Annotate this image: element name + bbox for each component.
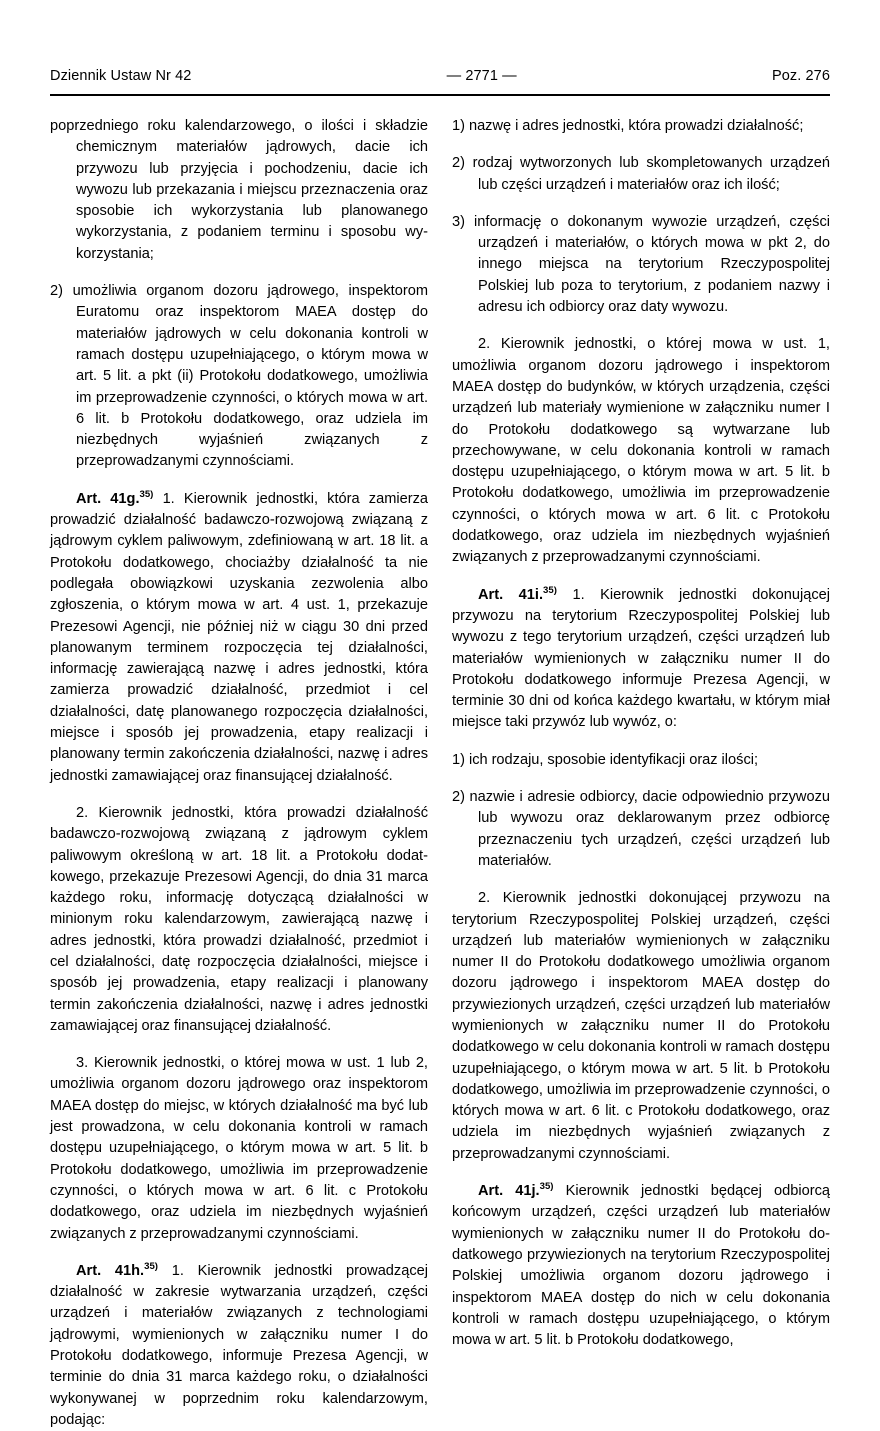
running-head-page: — 2771 — [446,68,517,84]
article-41g [50,489,428,787]
list-marker: 3) [452,213,465,230]
paragraph-text: 2. Kierownik jednostki, która prowadzi działalność badawczo-rozwojową związaną z jądrowym cyklem paliwowym określoną w art. 18 lit. a Protokołu dodatkowego, przekazuje Prezesowi Agencji, do dnia 31 marca każdego roku, informację dotyczącą działalności w minionym roku kalendarzowym, zawierającą nazwę i adres jednostki, która prowadzi działalność, przedmiot i cel działalności, datę rozpoczęcia działalności, miejsce i sposób jej prowadzenia, etapy realizacji i planowany termin zakończenia działalności, nazwę i adres jednostki zamawiającej oraz finansującej działalność. [50,804,428,1034]
list-marker: 2) [50,283,63,300]
list-item-text: rodzaj wytworzonych lub skompletowanych urządzeń lub części urządzeń i materiałów oraz ich ilość; [472,155,830,193]
list-item [50,281,428,473]
list-item-text: nazwę i adres jednostki, która prowadzi działalność; [468,118,804,134]
article-41i [452,585,830,734]
article-label: Art. 41j. [478,1183,540,1200]
paragraph-2 [50,803,428,1037]
footnote-ref: 35) [144,1260,158,1272]
list-marker: 1) [452,118,465,134]
list-item-text: umożliwia organom dozoru jądrowego, inspektorom Euratomu oraz inspektorom MAEA dostęp do materiałów jądrowych w celu dokonania kontroli w ramach dostępu uzupełniającego, o którym mowa w art. 5 lit. a pkt (ii) Protokołu dodatkowego, umożliwia im przeprowadzenie czynności, o których mowa w art. 6 lit. b Protokołu dodatkowego, oraz udziela im niezbędnych wyjaśnień związanych z przeprowadzanymi czynnościami. [72,283,428,470]
list-item [452,787,830,872]
article-label: Art. 41i. [478,586,544,603]
list-marker: 1) [452,751,465,768]
paragraph-text: 2. Kierownik jednostki, o której mowa w ust. 1, umożliwia organom dozoru jądrowego i inspektorom MAEA dostęp do budynków, w których urządzenia, części urządzeń lub materiały wymienione w załączniku numer I do Protokołu dodatkowego są wytwarzane lub przechowywane, w celu dokonania kontroli w ramach dostępu uzupełniającego, o którym mowa w art. 5 lit. b Protokołu dodatkowego, umożliwia im przeprowadzenie czynności, o których mowa w art. 6 lit. c Protokołu dodatkowego, oraz udziela im niezbędnych wyjaśnień związanych z przeprowadzanymi czynnościami. [452,336,830,566]
article-label: Art. 41g. [76,490,140,507]
header-divider [50,94,830,96]
article-text: 1. Kierownik jednostki, która zamierza prowadzić działalność badawczo-rozwojową związaną z jądrowym cyklem paliwowym, zdefiniowaną w art. 18 lit. a Protokołu dodatkowego, chociażby działalność ta nie podlegała obowiązkowi uzyskania zezwolenia albo zgłoszenia, o którym mowa w art. 4 ust. 1, przekazuje Prezesowi Agencji, nie później niż w ciągu 30 dni przed planowanym terminem rozpoczęcia tej działalności, informację zawierającą nazwę i adres jednostki, która zamierza prowadzić działalność, przedmiot i cel działalności, datę planowanego rozpoczęcia działalności, miejsce i sposób jej prowadzenia, etapy realizacji i planowany termin zakończenia działalności, nazwę i adres jednostki zamawiającej oraz finansującej działalność. [50,490,428,784]
list-item [452,750,830,771]
paragraph-2-41i [452,888,830,1165]
paragraph-continued [50,116,428,265]
article-text: Kierownik jednostki będącej odbiorcą końcowym urządzeń, części urządzeń lub materiałów wymienionych w załączniku numer II do Protokołu dodatkowego przywiezionych na terytorium Rzeczypospolitej Polskiej umożliwia organom dozoru jądrowego i inspektorom MAEA dostęp do nich w celu dokonania kontroli w ramach dostępu uzupełniającego, o którym mowa w art. 5 lit. b Protokołu dodatkowego, [452,1183,830,1349]
paragraph-3 [50,1053,428,1245]
paragraph-2 [452,334,830,568]
footnote-ref: 35) [539,1181,554,1193]
article-text: 1. Kierownik jednostki dokonującej przywozu na terytorium Rzeczypospolitej Polskiej lub wywozu z tego terytorium urządzeń, części urządzeń lub materiałów wymienionych w załączniku numer II do Protokołu dodatkowego informuje Prezesa Agencji, w terminie 30 dni od końca każdego kwartału, w którym miał miejsce taki przywóz lub wywóz, o: [452,586,831,731]
article-41j [452,1181,830,1351]
list-item [452,153,830,196]
list-marker: 2) [452,789,465,806]
list-item-text: informację o dokonanym wywozie urządzeń, części urządzeń i materiałów, o których mowa w pkt 2, do innego miejsca na terytorium Rzeczypospolitej Polskiej lub poza to terytorium, z podaniem nazwy i adresu ich odbiorcy oraz daty wywozu. [474,213,830,316]
article-label: Art. 41h. [76,1262,145,1279]
paragraph-text: 2. Kierownik jednostki dokonującej przywozu na terytorium Rzeczypospolitej Polskiej urządzeń, części urządzeń lub materiałów wymienionych w załączniku numer II do Protokołu dodatkowego umożliwia organom dozoru jądrowego i inspektorom MAEA dostęp do przywiezionych urządzeń, części urządzeń lub materiałów wymienionych w załączniku numer II do Protokołu dodatkowego w celu dokonania kontroli w ramach dostępu uzupełniającego, o którym mowa w art. 5 lit. b Protokołu dodatkowego, umożliwia im przeprowadzenie czynności, o których mowa w art. 6 lit. c Protokołu dodatkowego, oraz udziela im niezbędnych wyjaśnień związanych z przeprowadzanymi czynnościami. [452,890,830,1162]
article-41h [50,1261,428,1431]
list-item [452,116,830,137]
article-text: 1. Kierownik jednostki prowadzącej działalność w zakresie wytwarzania urządzeń, części urządzeń i materiałów związanych z technologiami jądrowymi, wymienionych w załączniku numer I do Protokołu dodatkowego, informuje Prezesa Agencji, w terminie do dnia 31 marca każdego roku, o działalności wykonywanej w poprzednim roku kalendarzowym, podając: [50,1262,428,1428]
right-column [452,116,831,1349]
left-column [50,116,428,1428]
running-head [50,68,830,84]
list-marker: 2) [452,155,465,172]
running-head-journal: Dziennik Ustaw Nr 42 [50,68,192,84]
footnote-ref: 35) [543,584,557,596]
paragraph-text: poprzedniego roku kalendarzowego, o ilości i składzie chemicznym materiałów jądrowych, dacie ich przywozu lub przyjęcia i pochodzeniu, dacie ich wywozu lub przekazania i miejscu przeznaczenia oraz sposobie ich wykorzystania lub planowanego wykorzystania, z podaniem terminu i sposobu wykorzystania; [50,118,428,262]
running-head-item: Poz. 276 [771,68,830,84]
list-item [452,212,830,318]
footnote-ref: 35) [139,488,154,500]
list-item-text: ich rodzaju, sposobie identyfikacji oraz ilości; [468,751,759,768]
list-item-text: nazwie i adresie odbiorcy, dacie odpowiednio przywozu lub wywozu oraz deklarowanym przez odbiorcę przeznaczeniu tych urządzeń, części urządzeń lub materiałów. [469,789,830,869]
body-columns [50,116,831,1428]
paragraph-text: 3. Kierownik jednostki, o której mowa w ust. 1 lub 2, umożliwia organom dozoru jądrowego oraz inspektorom MAEA dostęp do miejsc, w których działalność ma być lub jest prowadzona, w celu dokonania kontroli w ramach dostępu uzupełniającego, o którym mowa w art. 5 lit. b Protokołu dodatkowego, umożliwia im przeprowadzenie czynności, o których mowa w art. 6 lit. c Protokołu dodatkowego, oraz udziela im niezbędnych wyjaśnień związanych z przeprowadzanymi czynnościami. [50,1055,428,1242]
